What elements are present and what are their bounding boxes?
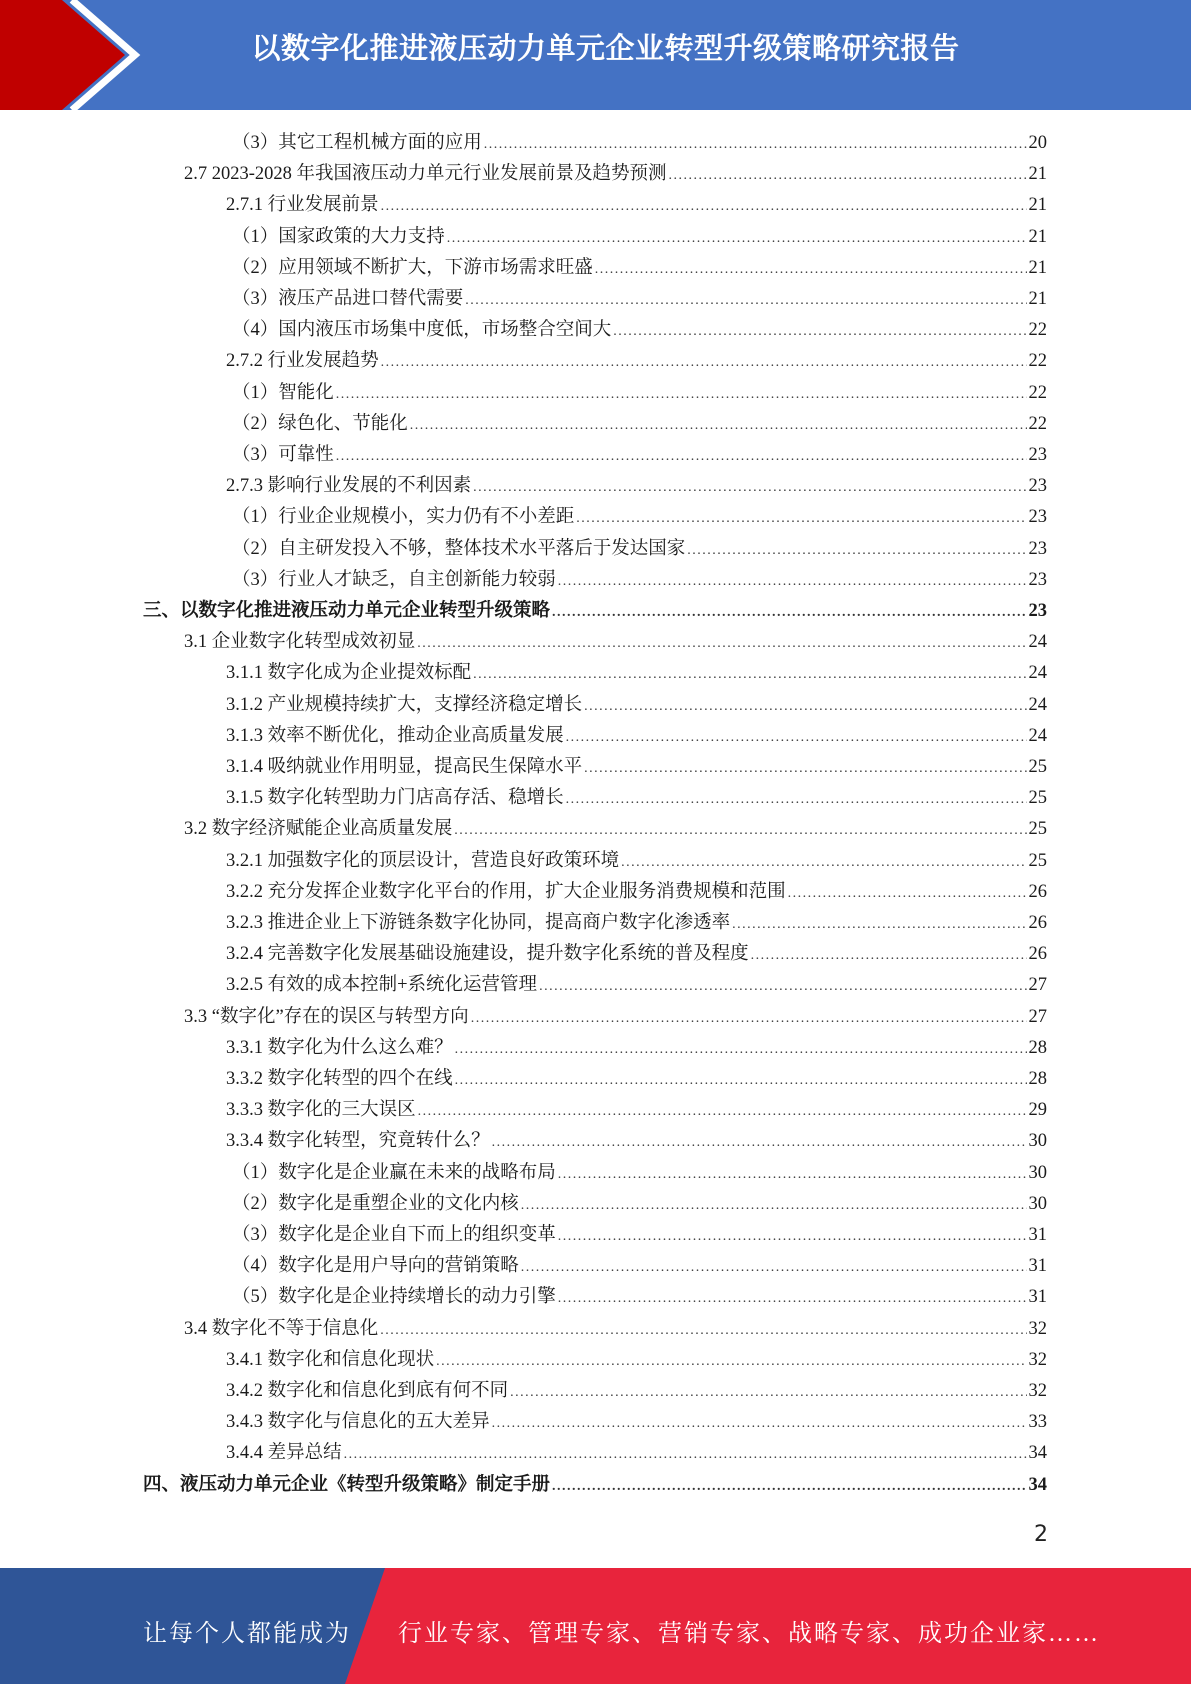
toc-leader-dots: [539, 979, 1026, 995]
toc-entry-label: （1）智能化: [232, 382, 334, 403]
toc-entry-label: 3.1.3 效率不断优化，推动企业高质量发展: [226, 725, 564, 746]
toc-entry[interactable]: [226, 658, 1047, 689]
toc-entry-page: 25: [1028, 819, 1047, 840]
toc-entry-page: 22: [1028, 413, 1047, 434]
toc-entry-page: 27: [1028, 1006, 1047, 1027]
toc-entry-page: 22: [1028, 351, 1047, 372]
toc-leader-dots: [521, 1260, 1027, 1276]
toc-entry[interactable]: [226, 1345, 1047, 1376]
toc-entry-page: 28: [1028, 1069, 1047, 1089]
toc-entry[interactable]: [226, 1095, 1047, 1126]
toc-entry-label: 3.4.3 数字化与信息化的五大差异: [226, 1412, 490, 1433]
toc-entry-page: 26: [1028, 944, 1047, 965]
toc-leader-dots: [558, 1167, 1027, 1183]
toc-entry-label: 3.2.2 充分发挥企业数字化平台的作用，扩大企业服务消费规模和范围: [226, 881, 786, 902]
toc-entry-label: 3.4.4 差异总结: [226, 1443, 342, 1464]
footer-slogan-left: 让每个人都能成为: [143, 1621, 351, 1647]
toc-leader-dots: [410, 418, 1027, 434]
toc-leader-dots: [566, 730, 1027, 746]
toc-entry-label: 3.1.1 数字化成为企业提效标配: [226, 663, 472, 684]
toc-entry[interactable]: [226, 190, 1047, 221]
toc-entry-label: 3.2 数字经济赋能企业高质量发展: [184, 819, 453, 840]
toc-leader-dots: [552, 1479, 1026, 1495]
toc-entry-page: 25: [1028, 757, 1047, 777]
toc-leader-dots: [584, 761, 1026, 777]
toc-entry-page: 23: [1028, 445, 1047, 465]
toc-entry-label: 三、以数字化推进液压动力单元企业转型升级策略: [143, 601, 551, 621]
toc-leader-dots: [613, 324, 1026, 340]
toc-leader-dots: [336, 387, 1027, 403]
toc-leader-dots: [687, 543, 1026, 559]
toc-entry-label: （1）国家政策的大力支持: [232, 226, 445, 247]
toc-entry-page: 30: [1028, 1193, 1047, 1214]
toc-leader-dots: [552, 605, 1026, 621]
toc-leader-dots: [455, 1042, 1027, 1058]
toc-entry[interactable]: [232, 1251, 1047, 1282]
toc-leader-dots: [566, 792, 1027, 808]
toc-entry-label: 3.3 “数字化”存在的误区与转型方向: [184, 1006, 469, 1027]
toc-entry[interactable]: [232, 1282, 1047, 1313]
toc-entry-page: 24: [1028, 663, 1047, 684]
toc-entry[interactable]: [226, 1064, 1047, 1095]
toc-leader-dots: [454, 823, 1026, 839]
toc-entry-page: 31: [1028, 1225, 1047, 1245]
toc-entry-label: 3.3.2 数字化转型的四个在线: [226, 1069, 453, 1089]
toc-leader-dots: [336, 449, 1027, 465]
page-footer: [0, 1568, 1191, 1684]
toc-entry-label: 3.2.5 有效的成本控制+系统化运营管理: [226, 975, 538, 996]
toc-leader-dots: [584, 699, 1026, 715]
toc-entry-label: 3.2.4 完善数字化发展基础设施建设，提升数字化系统的普及程度: [226, 944, 749, 965]
toc-entry-label: （3）液压产品进口替代需要: [232, 289, 464, 309]
toc-entry[interactable]: [226, 752, 1047, 783]
toc-entry-label: 3.1.4 吸纳就业作用明显，提高民生保障水平: [226, 757, 583, 777]
toc-entry-page: 26: [1028, 881, 1047, 902]
toc-entry[interactable]: [232, 315, 1047, 346]
toc-leader-dots: [380, 1323, 1026, 1339]
toc-entry[interactable]: [232, 284, 1047, 315]
toc-entry-page: 23: [1028, 569, 1047, 590]
toc-entry[interactable]: [226, 846, 1047, 877]
toc-entry[interactable]: [232, 440, 1047, 471]
toc-entry[interactable]: [184, 814, 1047, 845]
toc-entry-page: 24: [1028, 632, 1047, 653]
toc-entry-page: 23: [1028, 538, 1047, 559]
toc-entry-page: 21: [1028, 164, 1047, 185]
toc-leader-dots: [558, 574, 1027, 590]
toc-entry-page: 34: [1028, 1474, 1047, 1495]
toc-entry-page: 22: [1028, 382, 1047, 403]
toc-entry-page: 21: [1028, 226, 1047, 247]
toc-leader-dots: [471, 1011, 1027, 1027]
toc-leader-dots: [447, 231, 1027, 247]
toc-leader-dots: [492, 1416, 1027, 1432]
toc-leader-dots: [595, 262, 1027, 278]
toc-entry[interactable]: [232, 565, 1047, 596]
toc-entry-label: 2.7 2023-2028 年我国液压动力单元行业发展前景及趋势预测: [184, 164, 667, 185]
toc-entry-label: （3）行业人才缺乏，自主创新能力较弱: [232, 569, 556, 590]
toc-entry-page: 32: [1028, 1349, 1047, 1370]
toc-entry-page: 31: [1028, 1287, 1047, 1308]
toc-entry[interactable]: [226, 939, 1047, 970]
toc-leader-dots: [788, 886, 1027, 902]
toc-entry-page: 27: [1028, 975, 1047, 996]
toc-entry[interactable]: [232, 378, 1047, 409]
toc-entry[interactable]: [226, 877, 1047, 908]
toc-entry[interactable]: [232, 128, 1047, 159]
toc-entry[interactable]: [232, 1189, 1047, 1220]
toc-entry-page: 34: [1028, 1443, 1047, 1464]
toc-entry-page: 22: [1028, 320, 1047, 341]
toc-entry-page: 32: [1028, 1318, 1047, 1339]
toc-entry-page: 23: [1028, 507, 1047, 528]
toc-entry-label: （3）可靠性: [232, 445, 334, 465]
toc-leader-dots: [417, 636, 1026, 652]
toc-leader-dots: [521, 1198, 1027, 1214]
toc-entry-label: 3.3.4 数字化转型，究竟转什么？: [226, 1131, 490, 1152]
toc-entry-label: 2.7.2 行业发展趋势: [226, 351, 379, 372]
toc-leader-dots: [558, 1229, 1027, 1245]
toc-entry-label: （3）其它工程机械方面的应用: [232, 133, 482, 153]
toc-entry-label: （1）数字化是企业赢在未来的战略布局: [232, 1162, 556, 1183]
toc-entry[interactable]: [232, 534, 1047, 565]
toc-entry-label: （5）数字化是企业持续增长的动力引擎: [232, 1287, 556, 1308]
toc-entry-page: 25: [1028, 788, 1047, 809]
toc-leader-dots: [510, 1385, 1026, 1401]
toc-leader-dots: [381, 199, 1027, 215]
toc-entry-label: （2）应用领域不断扩大，下游市场需求旺盛: [232, 257, 593, 278]
toc-entry-page: 26: [1028, 913, 1047, 933]
toc-entry-label: 3.1.2 产业规模持续扩大，支撑经济稳定增长: [226, 694, 583, 715]
toc-entry[interactable]: [232, 1220, 1047, 1251]
toc-entry[interactable]: [143, 596, 1047, 627]
toc-entry[interactable]: [232, 253, 1047, 284]
toc-entry-label: 3.2.3 推进企业上下游链条数字化协同，提高商户数字化渗透率: [226, 913, 731, 933]
toc-entry-label: 3.4.2 数字化和信息化到底有何不同: [226, 1381, 509, 1401]
toc-entry[interactable]: [232, 1158, 1047, 1189]
toc-leader-dots: [751, 948, 1027, 964]
toc-entry-label: （1）行业企业规模小，实力仍有不小差距: [232, 507, 575, 528]
toc-entry[interactable]: [143, 1470, 1047, 1501]
toc-entry-page: 21: [1028, 195, 1047, 216]
toc-leader-dots: [558, 1291, 1027, 1307]
toc-entry[interactable]: [184, 1002, 1047, 1033]
toc-entry[interactable]: [226, 1438, 1047, 1469]
toc-entry-label: 3.4.1 数字化和信息化现状: [226, 1349, 435, 1370]
toc-entry[interactable]: [226, 346, 1047, 377]
toc-entry-label: 四、液压动力单元企业《转型升级策略》制定手册: [143, 1474, 551, 1495]
toc-entry-page: 33: [1028, 1412, 1047, 1433]
toc-entry-label: （2）绿色化、节能化: [232, 413, 408, 434]
toc-entry-label: （3）数字化是企业自下而上的组织变革: [232, 1225, 556, 1245]
toc-entry[interactable]: [226, 908, 1047, 939]
toc-entry-page: 29: [1028, 1100, 1047, 1121]
toc-entry[interactable]: [226, 721, 1047, 752]
toc-entry-page: 23: [1028, 601, 1047, 621]
toc-entry-page: 24: [1028, 725, 1047, 746]
toc-leader-dots: [473, 480, 1026, 496]
toc-entry[interactable]: [226, 1033, 1047, 1064]
toc-entry-label: （4）数字化是用户导向的营销策略: [232, 1256, 519, 1277]
toc-leader-dots: [436, 1354, 1026, 1370]
toc-entry[interactable]: [184, 1314, 1047, 1345]
toc-entry-page: 31: [1028, 1256, 1047, 1277]
toc-entry-page: 32: [1028, 1381, 1047, 1401]
toc-entry-label: 2.7.1 行业发展前景: [226, 195, 379, 216]
toc-entry-label: （2）自主研发投入不够，整体技术水平落后于发达国家: [232, 538, 686, 559]
toc-leader-dots: [381, 355, 1027, 371]
toc-entry[interactable]: [226, 1376, 1047, 1407]
toc-leader-dots: [465, 293, 1026, 309]
footer-slogan-right: 行业专家、管理专家、营销专家、战略专家、成功企业家……: [398, 1621, 1100, 1647]
toc-leader-dots: [473, 667, 1026, 683]
toc-leader-dots: [484, 137, 1027, 153]
toc-leader-dots: [455, 1073, 1027, 1089]
toc-entry[interactable]: [226, 471, 1047, 502]
toc-entry-label: （2）数字化是重塑企业的文化内核: [232, 1193, 519, 1214]
toc-entry-page: 21: [1028, 289, 1047, 309]
toc-entry[interactable]: [184, 627, 1047, 658]
toc-entry[interactable]: [226, 1407, 1047, 1438]
toc-entry-page: 21: [1028, 257, 1047, 278]
toc-entry[interactable]: [226, 970, 1047, 1001]
toc-entry-label: 3.4 数字化不等于信息化: [184, 1318, 379, 1339]
toc-entry-page: 30: [1028, 1162, 1047, 1183]
toc-entry[interactable]: [232, 222, 1047, 253]
toc-leader-dots: [621, 855, 1026, 871]
toc-leader-dots: [418, 1104, 1027, 1120]
toc-entry-page: 20: [1028, 133, 1047, 153]
toc-entry-page: 24: [1028, 694, 1047, 715]
toc-entry[interactable]: [232, 502, 1047, 533]
toc-entry-label: 3.3.1 数字化为什么这么难？: [226, 1037, 453, 1058]
toc-entry-page: 23: [1028, 476, 1047, 497]
toc-leader-dots: [492, 1135, 1027, 1151]
toc-entry-page: 25: [1028, 850, 1047, 871]
toc-entry-label: 3.2.1 加强数字化的顶层设计，营造良好政策环境: [226, 850, 620, 871]
document-title: 以数字化推进液压动力单元企业转型升级策略研究报告: [251, 31, 960, 65]
toc-entry-page: 28: [1028, 1037, 1047, 1058]
toc-entry-label: 3.3.3 数字化的三大误区: [226, 1100, 416, 1121]
toc-leader-dots: [732, 917, 1026, 933]
toc-entry-page: 30: [1028, 1131, 1047, 1152]
toc-leader-dots: [576, 511, 1026, 527]
toc-entry[interactable]: [226, 690, 1047, 721]
toc-entry[interactable]: [232, 409, 1047, 440]
toc-leader-dots: [669, 168, 1027, 184]
page-number: 2: [1034, 1522, 1048, 1547]
toc-entry-label: 2.7.3 影响行业发展的不利因素: [226, 476, 472, 497]
toc-entry-label: （4）国内液压市场集中度低，市场整合空间大: [232, 320, 612, 341]
page-header: [0, 0, 1191, 110]
toc-entry-label: 3.1.5 数字化转型助力门店高存活、稳增长: [226, 788, 564, 809]
toc-entry-label: 3.1 企业数字化转型成效初显: [184, 632, 416, 653]
toc-entry[interactable]: [226, 1126, 1047, 1157]
toc-entry[interactable]: [226, 783, 1047, 814]
toc-leader-dots: [344, 1447, 1027, 1463]
toc-entry[interactable]: [184, 159, 1047, 190]
